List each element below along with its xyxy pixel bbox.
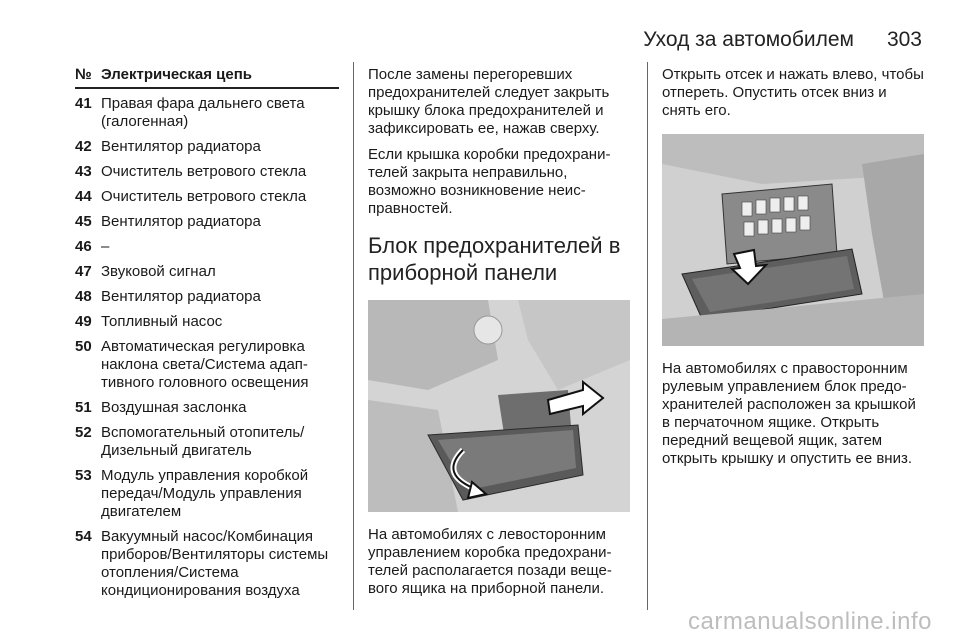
- table-row: [75, 424, 339, 460]
- lhd-fuse-box-figure: [368, 300, 630, 512]
- circuit-name: Автоматическая регулировка наклона света/Система адаптивного головного освещения: [101, 338, 309, 391]
- circuit-name: Вентилятор радиатора: [101, 288, 261, 305]
- fuse-number: 50: [75, 338, 92, 355]
- fuse-number: 46: [75, 238, 92, 255]
- fuse-number: 48: [75, 288, 92, 305]
- table-row: [75, 213, 339, 231]
- fuse-table: [75, 66, 339, 607]
- paragraph: Открыть отсек и нажать влево, чтобы отпереть. Опустить отсек вниз и снять его.: [662, 66, 924, 119]
- text-column-2: [368, 66, 632, 606]
- fuse-number: 42: [75, 138, 92, 155]
- fuse-number: 41: [75, 95, 92, 112]
- page-header: [0, 28, 960, 58]
- circuit-name: Топливный насос: [101, 313, 223, 330]
- table-row: [75, 188, 339, 206]
- section-heading: Блок предохранителей в приборной панели: [368, 233, 621, 285]
- fuse-number: 43: [75, 163, 92, 180]
- table-row: [75, 95, 339, 131]
- fuse-number: 51: [75, 399, 92, 416]
- circuit-name: Вакуумный насос/Комбинация приборов/Вентиляторы системы отопления/Система кондиционирования воздуха: [101, 528, 329, 599]
- table-row: [75, 313, 339, 331]
- table-row: [75, 528, 339, 600]
- fuse-number: 49: [75, 313, 92, 330]
- table-row: [75, 399, 339, 417]
- rhd-fuse-box-figure: [662, 134, 924, 346]
- table-row: [75, 163, 339, 181]
- fuse-number: 45: [75, 213, 92, 230]
- column-divider: [353, 62, 354, 610]
- column-divider: [647, 62, 648, 610]
- paragraph: Если крышка коробки предохранителей закрыта неправильно, возможно возникновение неисправностей.: [368, 146, 611, 217]
- circuit-name: Модуль управления коробкой передач/Модуль управления двигателем: [101, 467, 309, 520]
- paragraph: После замены перегоревших предохранителей следует закрыть крышку блока предохранителей и зафиксировать ее, нажав сверху.: [368, 66, 610, 137]
- text-column-3: [662, 66, 926, 476]
- column-number-header: №: [75, 66, 92, 83]
- circuit-name: –: [101, 238, 110, 255]
- table-row: [75, 288, 339, 306]
- figure-caption: На автомобилях с левосторонним управлением коробка предохранителей располагается позади вещевого ящика на приборной панели.: [368, 526, 612, 597]
- figure-caption: На автомобилях с правосторонним рулевым управлением блок предохранителей расположен за крышкой в перчаточном ящике. Открыть передний вещевой ящик, затем открыть крышку и опустить ее вниз.: [662, 360, 916, 467]
- table-row: [75, 338, 339, 392]
- fuse-number: 52: [75, 424, 92, 441]
- fuse-number: 54: [75, 528, 92, 545]
- table-row: [75, 238, 339, 256]
- table-row: [75, 263, 339, 281]
- circuit-name: Воздушная заслонка: [101, 399, 247, 416]
- circuit-name: Вспомогательный отопитель/ Дизельный двигатель: [101, 424, 305, 459]
- circuit-name: Звуковой сигнал: [101, 263, 216, 280]
- table-header: [75, 66, 339, 89]
- chapter-title: Уход за автомобилем: [643, 28, 854, 51]
- table-row: [75, 138, 339, 156]
- circuit-name: Вентилятор радиатора: [101, 138, 261, 155]
- circuit-name: Правая фара дальнего света (галогенная): [101, 95, 305, 130]
- fuse-number: 44: [75, 188, 92, 205]
- page-number: 303: [886, 28, 922, 51]
- table-rows: [75, 95, 339, 600]
- fuse-number: 53: [75, 467, 92, 484]
- circuit-name: Очиститель ветрового стекла: [101, 188, 307, 205]
- circuit-name: Вентилятор радиатора: [101, 213, 261, 230]
- circuit-name: Очиститель ветрового стекла: [101, 163, 307, 180]
- column-circuit-header: Электрическая цепь: [101, 66, 253, 83]
- fuse-number: 47: [75, 263, 92, 280]
- watermark: carmanualsonline.info: [688, 608, 932, 635]
- table-row: [75, 467, 339, 521]
